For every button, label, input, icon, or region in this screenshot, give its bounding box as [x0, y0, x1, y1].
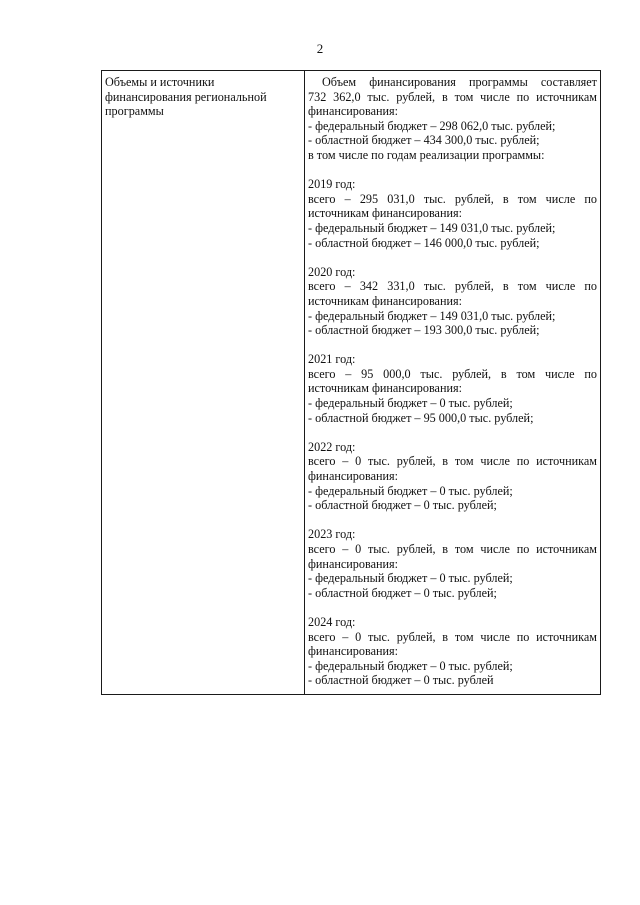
year-block-2022 — [308, 440, 597, 513]
total-federal-line: - федеральный бюджет – 298 062,0 тыс. рублей; — [308, 118, 556, 133]
year-heading: 2023 год: — [308, 527, 356, 542]
year-block-2020 — [308, 265, 597, 338]
year-block-2024 — [308, 615, 597, 688]
total-intro-line: финансирования: — [308, 104, 399, 119]
value-cell — [305, 71, 601, 695]
year-block-2019 — [308, 177, 597, 250]
year-regional-line: - областной бюджет – 95 000,0 тыс. рублей; — [308, 410, 534, 425]
year-block-2021 — [308, 352, 597, 425]
year-federal-line: - федеральный бюджет – 149 031,0 тыс. рублей; — [308, 220, 556, 235]
year-regional-line: - областной бюджет – 0 тыс. рублей; — [308, 498, 497, 513]
table-row — [102, 71, 601, 695]
year-block-2023 — [308, 527, 597, 600]
year-total-line: всего – 295 031,0 тыс. рублей, в том числе по — [308, 191, 597, 206]
year-total-line: источникам финансирования: — [308, 381, 462, 396]
year-total-line: финансирования: — [308, 644, 399, 659]
year-total-line: всего – 0 тыс. рублей, в том числе по источникам — [308, 629, 597, 644]
year-regional-line: - областной бюджет – 0 тыс. рублей — [308, 673, 494, 688]
label-line: финансирования региональной — [105, 89, 267, 104]
year-regional-line: - областной бюджет – 0 тыс. рублей; — [308, 585, 497, 600]
total-intro-line: 732 362,0 тыс. рублей, в том числе по источникам — [308, 89, 597, 104]
year-heading: 2020 год: — [308, 264, 356, 279]
year-heading: 2022 год: — [308, 439, 356, 454]
year-federal-line: - федеральный бюджет – 0 тыс. рублей; — [308, 571, 513, 586]
label-line: Объемы и источники — [105, 75, 215, 89]
year-total-line: финансирования: — [308, 556, 399, 571]
total-regional-line: - областной бюджет – 434 300,0 тыс. рублей; — [308, 133, 540, 148]
year-regional-line: - областной бюджет – 193 300,0 тыс. рублей; — [308, 323, 540, 338]
year-heading: 2021 год: — [308, 352, 356, 367]
label-line: программы — [105, 104, 164, 119]
year-federal-line: - федеральный бюджет – 0 тыс. рублей; — [308, 483, 513, 498]
total-intro-line: Объем финансирования программы составляет — [322, 75, 597, 89]
year-total-line: всего – 0 тыс. рублей, в том числе по источникам — [308, 454, 597, 469]
total-by-years-line: в том числе по годам реализации программы: — [308, 147, 545, 162]
total-block — [308, 75, 597, 163]
year-total-line: финансирования: — [308, 469, 399, 484]
year-total-line: всего – 342 331,0 тыс. рублей, в том числе по — [308, 279, 597, 294]
year-heading: 2019 год: — [308, 177, 356, 192]
year-total-line: всего – 95 000,0 тыс. рублей, в том числе по — [308, 366, 597, 381]
label-cell — [102, 71, 305, 695]
year-federal-line: - федеральный бюджет – 0 тыс. рублей; — [308, 658, 513, 673]
year-regional-line: - областной бюджет – 146 000,0 тыс. рублей; — [308, 235, 540, 250]
funding-table — [101, 70, 601, 695]
year-federal-line: - федеральный бюджет – 0 тыс. рублей; — [308, 396, 513, 411]
year-federal-line: - федеральный бюджет – 149 031,0 тыс. рублей; — [308, 308, 556, 323]
year-total-line: источникам финансирования: — [308, 206, 462, 221]
year-total-line: всего – 0 тыс. рублей, в том числе по источникам — [308, 542, 597, 556]
year-heading: 2024 год: — [308, 614, 356, 629]
page-number: 2 — [316, 41, 324, 56]
year-total-line: источникам финансирования: — [308, 293, 462, 308]
